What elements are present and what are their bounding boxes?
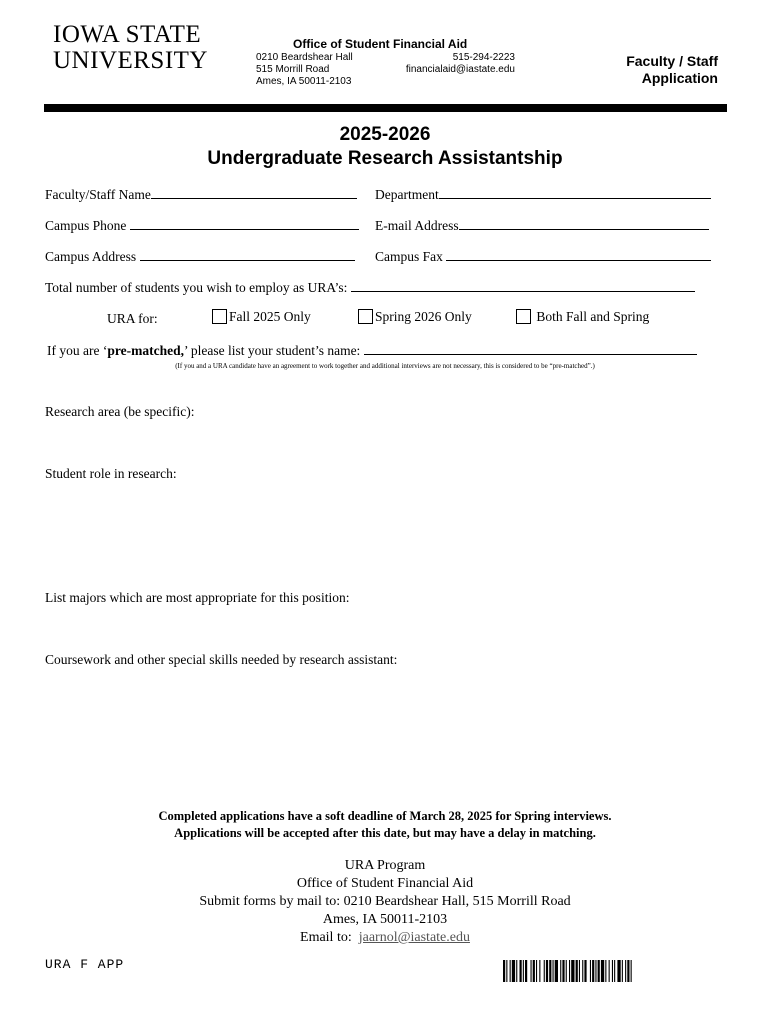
total-students-field[interactable]	[45, 279, 695, 296]
spring-only-label: Spring 2026 Only	[375, 309, 472, 324]
address-line: Ames, IA 50011-2103	[256, 76, 352, 87]
department-field[interactable]	[375, 186, 711, 203]
campus-phone-label: Campus Phone	[45, 218, 127, 233]
email-address-line[interactable]	[459, 217, 709, 230]
office-phone: 515-294-2223	[452, 52, 515, 63]
university-logo-line1: IOWA STATE	[53, 21, 202, 48]
research-area-prompt: Research area (be specific):	[45, 404, 195, 419]
faculty-name-label: Faculty/Staff Name	[45, 187, 151, 202]
prematched-field[interactable]	[47, 342, 697, 359]
faculty-name-field[interactable]	[45, 186, 357, 203]
both-label: Both Fall and Spring	[536, 309, 650, 324]
deadline-line: Completed applications have a soft deadline of March 28, 2025 for Spring interviews.	[158, 809, 612, 823]
student-role-prompt: Student role in research:	[45, 466, 177, 481]
fall-only-option[interactable]	[212, 309, 311, 325]
address-line: 0210 Beardshear Hall	[256, 52, 353, 63]
prematched-text: ’ please list your student’s name:	[183, 343, 361, 358]
department-line[interactable]	[439, 186, 711, 199]
fall-only-label: Fall 2025 Only	[229, 309, 311, 324]
department-label: Department	[375, 187, 439, 202]
spring-only-option[interactable]	[358, 309, 472, 325]
majors-prompt: List majors which are most appropriate for this position:	[45, 590, 350, 605]
application-type-line: Faculty / Staff	[626, 53, 718, 69]
submit-info	[0, 857, 770, 947]
form-year: 2025-2026	[339, 124, 431, 145]
application-type-line: Application	[641, 70, 718, 86]
email-address-field[interactable]	[375, 217, 709, 234]
office-email: financialaid@iastate.edu	[405, 64, 515, 75]
prematched-text: If you are ‘	[47, 343, 108, 358]
submit-mail-address: Submit forms by mail to: 0210 Beardshear Hall, 515 Morrill Road	[199, 894, 571, 909]
both-option[interactable]	[516, 309, 649, 325]
email-address-label: E-mail Address	[375, 218, 459, 233]
deadline-line: Applications will be accepted after this date, but may have a delay in matching.	[174, 826, 596, 840]
campus-address-label: Campus Address	[45, 249, 137, 264]
total-students-label: Total number of students you wish to employ as URA’s:	[45, 280, 348, 295]
email-label: Email to:	[300, 930, 352, 945]
deadline-notice	[0, 808, 770, 842]
faculty-name-line[interactable]	[151, 186, 357, 199]
campus-fax-line[interactable]	[446, 248, 711, 261]
address-line: 515 Morrill Road	[256, 64, 330, 75]
campus-phone-line[interactable]	[130, 217, 359, 230]
campus-fax-field[interactable]	[375, 248, 711, 265]
both-checkbox[interactable]	[516, 309, 531, 324]
campus-phone-field[interactable]	[45, 217, 359, 234]
university-logo-line2: UNIVERSITY	[53, 47, 208, 74]
campus-address-field[interactable]	[45, 248, 355, 265]
submit-email-link[interactable]: jaarnol@iastate.edu	[358, 930, 470, 945]
coursework-prompt: Coursework and other special skills needed by research assistant:	[45, 652, 398, 667]
application-type	[600, 53, 718, 87]
office-title: Office of Student Financial Aid	[293, 37, 468, 51]
campus-address-line[interactable]	[140, 248, 355, 261]
header-rule	[44, 104, 727, 112]
office-contact	[405, 52, 515, 76]
spring-only-checkbox[interactable]	[358, 309, 373, 324]
fall-only-checkbox[interactable]	[212, 309, 227, 324]
ura-for-label: URA for:	[107, 311, 158, 326]
barcode-icon	[503, 960, 718, 982]
prematched-note: (If you and a URA candidate have an agreement to work together and additional interviews are not necessary, this is considered to be “pre-matched”.)	[175, 362, 595, 370]
prematched-bold: pre-matched,	[107, 343, 184, 358]
student-name-line[interactable]	[364, 342, 697, 355]
office-address	[256, 52, 353, 88]
program-name: URA Program	[344, 858, 426, 873]
form-code: URA F APP	[45, 957, 125, 972]
submit-email-line	[0, 929, 770, 947]
submit-city: Ames, IA 50011-2103	[322, 912, 448, 927]
campus-fax-label: Campus Fax	[375, 249, 443, 264]
form-title: Undergraduate Research Assistantship	[207, 148, 563, 169]
total-students-line[interactable]	[351, 279, 695, 292]
submit-office: Office of Student Financial Aid	[296, 876, 474, 891]
